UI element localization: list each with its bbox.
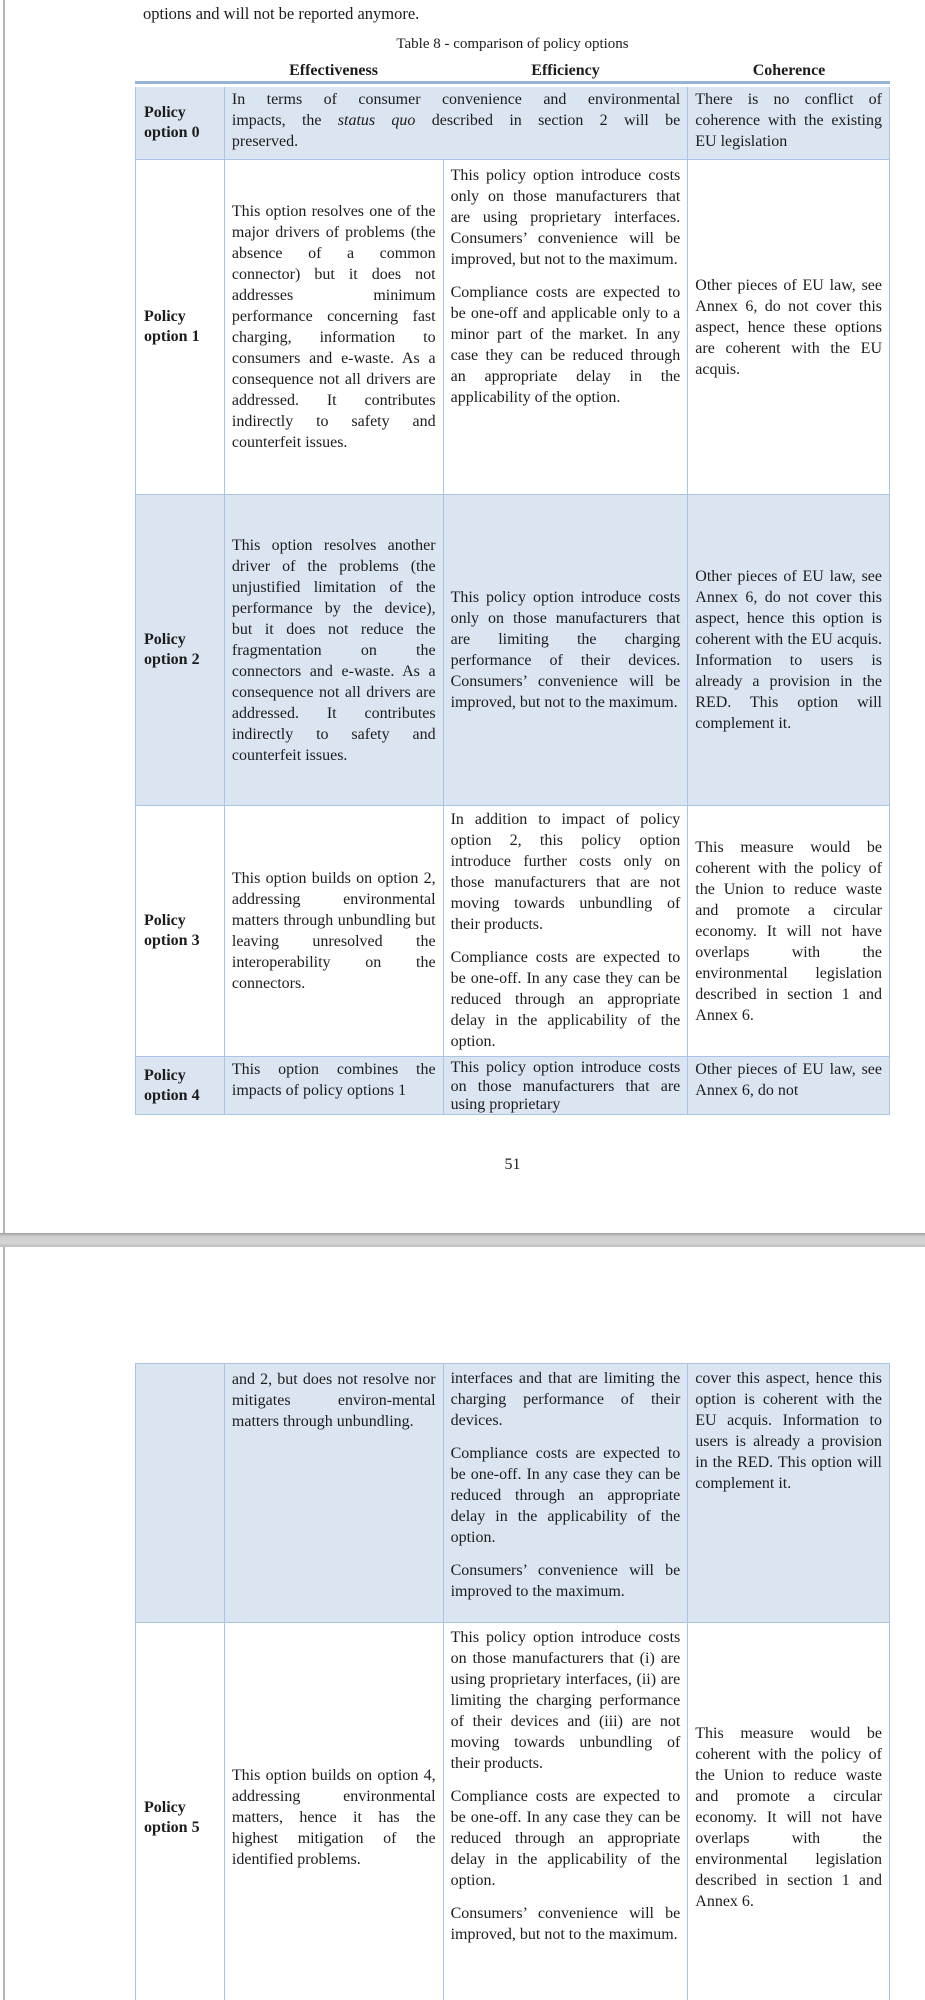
cell-efficiency-option4-part2 (443, 1364, 688, 1622)
table-row-option0 (135, 87, 890, 160)
table-header-row (135, 54, 890, 84)
page-left-edge (3, 0, 5, 1233)
column-header-efficiency: Efficiency (531, 62, 600, 79)
cell-effectiveness-option4-part2: and 2, but does not resolve nor mitigates environ-mental matters through unbundling. (224, 1364, 443, 1622)
paragraph: This policy option introduce costs only on those manufacturers that are using proprietary interfaces. Consumers’ convenience will be improved, but not to the maximum. (450, 167, 681, 268)
table-row-option4-part2 (135, 1364, 890, 1623)
page-left-edge (3, 1247, 5, 2000)
cell-label-option0: Policy option 0 (135, 87, 224, 159)
cell-effectiveness-option2: This option resolves another driver of the problems (the unjustified limitation of the performance by the device), but it does not reduce the fragmentation on the connectors and e-waste. As a consequence not all drivers are addressed. It contributes indirectly to safety and counterfeit issues. (224, 495, 443, 805)
cell-coherence-option0: There is no conflict of coherence with the existing EU legislation (687, 87, 889, 159)
table-caption: Table 8 - comparison of policy options (396, 36, 629, 52)
table-row-option2 (135, 495, 890, 806)
intro-paragraph: options and will not be reported anymore. (143, 4, 420, 23)
table-body-page1 (135, 87, 890, 1115)
paragraph: In addition to impact of policy option 2, this policy option introduce further costs only on those manufacturers that are not moving towards unbundling of their products. (450, 811, 681, 933)
page-break-gap (0, 1233, 925, 1247)
paragraph: Compliance costs are expected to be one-off. In any case they can be reduced through an appropriate delay in the applicability of the option. (450, 1445, 681, 1546)
cell-label-option4: Policy option 4 (135, 1057, 224, 1114)
option0-text-italic: status quo (337, 112, 416, 129)
cell-effectiveness-option5: This option builds on option 4, addressing environmental matters, hence it has the highest mitigation of the identified problems. (224, 1623, 443, 2000)
table-row-option5 (135, 1623, 890, 2000)
cell-effectiveness-option4-part1: This option combines the impacts of policy options 1 (224, 1057, 443, 1114)
paragraph: Consumers’ convenience will be improved to the maximum. (450, 1562, 681, 1600)
cell-efficiency-option4-part1 (443, 1057, 688, 1114)
paragraph: This policy option introduce costs on those manufacturers that are using proprietary (450, 1059, 681, 1113)
table-row-option3 (135, 806, 890, 1057)
cell-coherence-option4-part1: Other pieces of EU law, see Annex 6, do not (687, 1057, 889, 1114)
table-row-option4-part1 (135, 1057, 890, 1115)
option0-text-pre: In terms of consumer convenience and environmental impacts, the (231, 91, 681, 129)
cell-coherence-option5: This measure would be coherent with the policy of the Union to reduce waste and promote a circular economy. It will not have overlaps with the environmental legislation described in section 1 and Annex 6. (687, 1623, 889, 2000)
cell-effectiveness-efficiency-option0 (224, 87, 687, 159)
paragraph: Compliance costs are expected to be one-off. In any case they can be reduced through an appropriate delay in the applicability of the option. (450, 1788, 681, 1889)
option0-text-post: described in section 2 will be preserved. (231, 112, 681, 150)
paragraph: This policy option introduce costs only on those manufacturers that are limiting the charging performance of their devices. Consumers’ convenience will be improved, but not to the maximum. (450, 589, 681, 711)
paragraph: Compliance costs are expected to be one-off and applicable only to a minor part of the market. In any case they can be reduced through an appropriate delay in the applicability of the option. (450, 284, 681, 406)
cell-efficiency-option2 (443, 495, 688, 805)
cell-label-option5: Policy option 5 (135, 1623, 224, 2000)
cell-coherence-option1: Other pieces of EU law, see Annex 6, do not cover this aspect, hence these options are coherent with the EU acquis. (687, 160, 889, 494)
paragraph: This policy option introduce costs on those manufacturers that (i) are using proprietary interfaces, (ii) are limiting the charging performance of their devices and (iii) are not moving towards unbundling of their products. (450, 1629, 681, 1772)
cell-label-option4-continued (135, 1364, 224, 1622)
column-header-coherence: Coherence (752, 62, 826, 79)
cell-effectiveness-option3: This option builds on option 2, addressing environmental matters through unbundling but leaving unresolved the interoperability on the connectors. (224, 806, 443, 1056)
cell-coherence-option3: This measure would be coherent with the policy of the Union to reduce waste and promote a circular economy. It will not have overlaps with the environmental legislation described in section 1 and Annex 6. (687, 806, 889, 1056)
paragraph: Consumers’ convenience will be improved, but not to the maximum. (450, 1905, 681, 1943)
cell-label-option1: Policy option 1 (135, 160, 224, 494)
cell-effectiveness-option1: This option resolves one of the major drivers of problems (the absence of a common connector) but it does not addresses minimum performance concerning fast charging, information to consumers and e-waste. As a consequence not all drivers are addressed. It contributes indirectly to safety and counterfeit issues. (224, 160, 443, 494)
column-header-spacer (135, 80, 224, 81)
cell-label-option3: Policy option 3 (135, 806, 224, 1056)
column-header-effectiveness: Effectiveness (289, 62, 378, 79)
cell-label-option2: Policy option 2 (135, 495, 224, 805)
table-row-option1 (135, 160, 890, 495)
table-body-page2 (135, 1363, 890, 2000)
paragraph: Compliance costs are expected to be one-off. In any case they can be reduced through an appropriate delay in the applicability of the option. (450, 949, 681, 1050)
paragraph: interfaces and that are limiting the charging performance of their devices. (450, 1370, 681, 1429)
page-number: 51 (504, 1156, 521, 1173)
cell-efficiency-option3 (443, 806, 688, 1056)
cell-efficiency-option5 (443, 1623, 688, 2000)
cell-coherence-option2: Other pieces of EU law, see Annex 6, do not cover this aspect, hence this option is coherent with the EU acquis. Information to users is already a provision in the RED. This option will complement it. (687, 495, 889, 805)
cell-coherence-option4-part2: cover this aspect, hence this option is coherent with the EU acquis. Information to users is already a provision in the RED. This option will complement it. (687, 1364, 889, 1622)
cell-efficiency-option1 (443, 160, 688, 494)
